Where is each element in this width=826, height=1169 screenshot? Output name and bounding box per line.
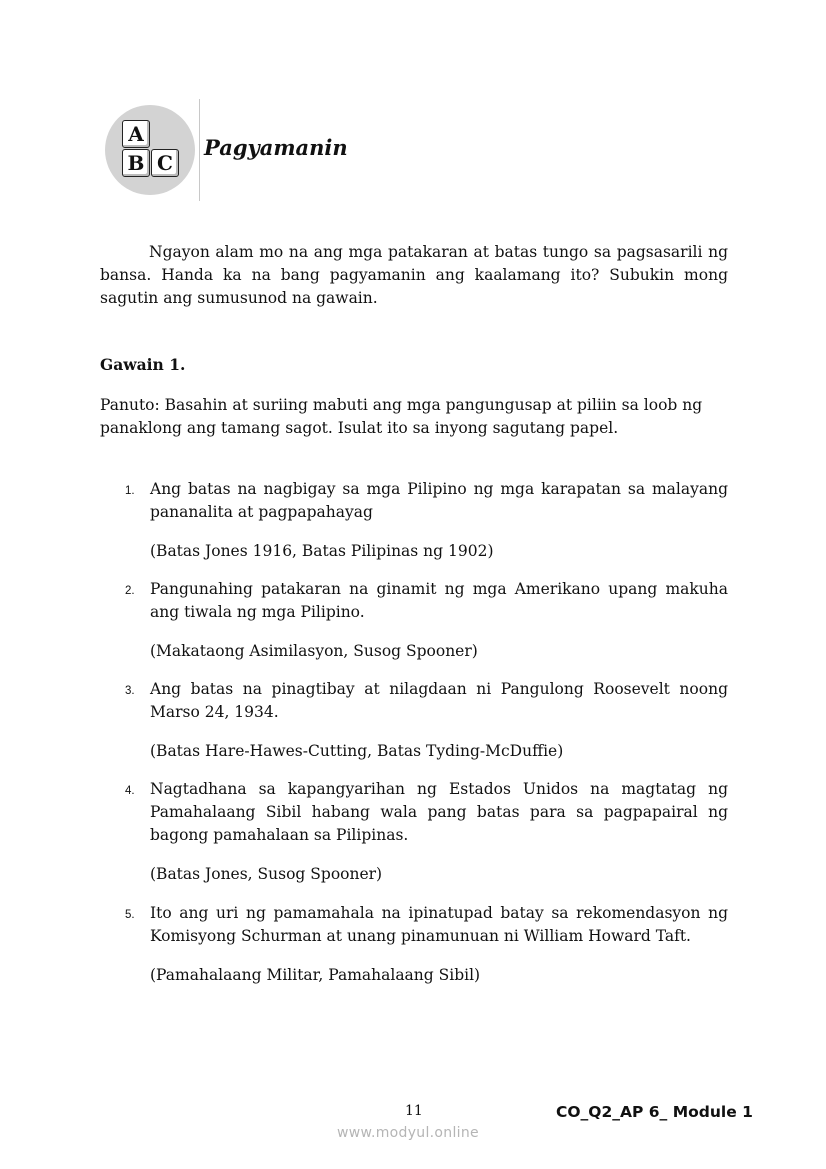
question-text: Ito ang uri ng pamamahala na ipinatupad batay sa rekomendasyon ng Komisyong Schurman at unang pinamunuan ni William Howard Taft.	[150, 904, 728, 945]
answer-choices: (Makataong Asimilasyon, Susog Spooner)	[150, 642, 478, 660]
section-title: Pagyamanin	[204, 135, 348, 160]
activity-instructions: Panuto: Basahin at suriing mabuti ang mga pangungusap at piliin sa loob ng panaklong ang tamang sagot. Isulat ito sa inyong sagutang papel.	[100, 396, 703, 437]
question-text: Pangunahing patakaran na ginamit ng mga Amerikano upang makuha ang tiwala ng mga Pilipino.	[150, 580, 728, 621]
question-number: 5.	[125, 909, 135, 921]
intro-text: Ngayon alam mo na ang mga patakaran at batas tungo sa pagsasarili ng bansa. Handa ka na bang pagyamanin ang kaalamang ito? Subukin mong sagutin ang sumusunod na gawain.	[100, 243, 728, 307]
block-a: A	[122, 120, 150, 148]
question-text: Ang batas na nagbigay sa mga Pilipino ng mga karapatan sa malayang pananalita at pagpapahayag	[150, 480, 728, 521]
icon-circle-background	[105, 105, 195, 195]
question-number: 3.	[125, 685, 135, 697]
section-header	[100, 99, 400, 201]
question-item	[100, 578, 728, 678]
answer-choices: (Batas Hare-Hawes-Cutting, Batas Tyding-McDuffie)	[150, 742, 564, 760]
block-c: C	[151, 149, 179, 177]
intro-paragraph	[100, 241, 728, 310]
question-text: Nagtadhana sa kapangyarihan ng Estados Unidos na magtatag ng Pamahalaang Sibil habang wala pang batas para sa pagpapairal ng bagong pamahalaan sa Pilipinas.	[150, 780, 728, 844]
question-number: 2.	[125, 585, 135, 597]
question-text: Ang batas na pinagtibay at nilagdaan ni Pangulong Roosevelt noong Marso 24, 1934.	[150, 680, 728, 721]
question-list	[100, 478, 728, 1002]
question-number: 1.	[125, 485, 135, 497]
answer-choices: (Batas Jones 1916, Batas Pilipinas ng 1902)	[150, 542, 494, 560]
block-b: B	[122, 149, 150, 177]
watermark-link[interactable]: www.modyul.online	[337, 1125, 479, 1141]
abc-blocks-icon	[105, 105, 195, 195]
question-item	[100, 902, 728, 1002]
page-number: 11	[405, 1103, 423, 1119]
answer-choices: (Pamahalaang Militar, Pamahalaang Sibil)	[150, 966, 481, 984]
question-item	[100, 678, 728, 778]
module-code: CO_Q2_AP 6_ Module 1	[556, 1103, 753, 1121]
answer-choices: (Batas Jones, Susog Spooner)	[150, 865, 383, 883]
activity-title: Gawain 1.	[100, 355, 186, 374]
question-number: 4.	[125, 785, 135, 797]
header-divider	[199, 99, 200, 201]
question-item	[100, 478, 728, 578]
question-item	[100, 778, 728, 902]
